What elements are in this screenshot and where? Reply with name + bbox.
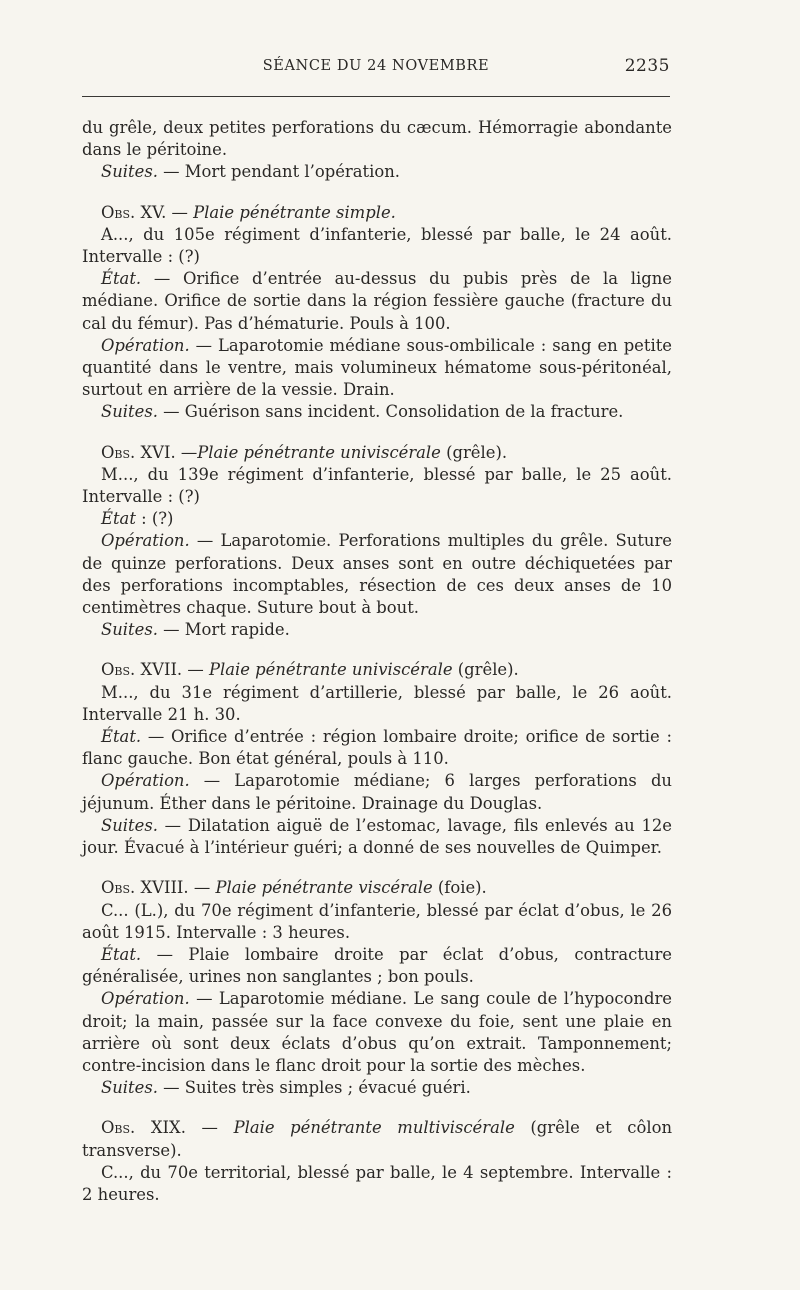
obs16-suites xyxy=(82,619,672,641)
heading-dash: — xyxy=(188,878,216,898)
obs15-heading xyxy=(82,202,672,224)
obs-title-suffix: (grêle et côlon transverse). xyxy=(82,1118,673,1160)
obs16-patient: M..., du 139e régiment d’infanterie, blessé par balle, le 25 août. Intervalle : (?) xyxy=(82,464,672,507)
obs-label: Obs. XIX. xyxy=(101,1118,186,1138)
obs-label: Obs. XV. xyxy=(101,202,167,222)
obs17-operation xyxy=(82,770,672,814)
etat-text: — Orifice d’entrée : région lombaire droite; orifice de sortie : flanc gauche. Bon état général, pouls à 110. xyxy=(82,727,672,769)
running-title: SÉANCE DU 24 NOVEMBRE xyxy=(262,58,490,74)
suites-label: Suites. xyxy=(101,1078,158,1098)
obs15-patient: A..., du 105e régiment d’infanterie, blessé par balle, le 24 août. Intervalle : (?) xyxy=(82,224,672,267)
obs-title: Plaie pénétrante multiviscérale xyxy=(233,1118,515,1138)
suites-label: Suites. xyxy=(101,162,158,182)
obs-title-suffix: (grêle). xyxy=(440,442,508,462)
suites-text: — Guérison sans incident. Consolidation de la fracture. xyxy=(157,402,624,422)
page-number: 2235 xyxy=(624,56,670,76)
obs14-continuation: du grêle, deux petites perforations du cæcum. Hémorragie abondante dans le péritoine. xyxy=(82,118,672,160)
heading-dash: — xyxy=(175,442,198,462)
operation-label: Opération. xyxy=(101,531,190,551)
obs17-heading xyxy=(82,659,672,681)
obs15-etat xyxy=(82,268,672,335)
etat-label: État. xyxy=(101,269,142,289)
operation-label: Opération. xyxy=(101,335,190,355)
etat-label: État. xyxy=(101,727,142,747)
obs17-patient: M..., du 31e régiment d’artillerie, blessé par balle, le 26 août. Intervalle 21 h. 30. xyxy=(82,682,672,724)
obs18-etat xyxy=(82,944,672,988)
suites-text: — Mort rapide. xyxy=(157,620,290,640)
obs14-suites xyxy=(82,161,672,183)
operation-label: Opération. xyxy=(101,771,190,791)
suites-text: — Suites très simples ; évacué guéri. xyxy=(157,1078,471,1098)
obs-title-suffix: (foie). xyxy=(432,878,487,898)
obs17-etat xyxy=(82,726,672,770)
suites-text: — Dilatation aiguë de l’estomac, lavage, fils enlevés au 12e jour. Évacué à l’intérieur guéri; a donné de ses nouvelles de Quimper. xyxy=(82,815,672,858)
suites-label: Suites. xyxy=(101,815,158,835)
operation-text: — Laparotomie médiane; 6 larges perforations du jéjunum. Éther dans le péritoine. Drainage du Douglas. xyxy=(82,771,672,813)
heading-dash: — xyxy=(182,660,209,680)
etat-label: État. xyxy=(101,944,142,964)
obs18-heading xyxy=(82,877,672,899)
obs18-patient: C... (L.), du 70e régiment d’infanterie, blessé par éclat d’obus, le 26 août 1915. Intervalle : 3 heures. xyxy=(82,900,672,942)
obs-title: Plaie pénétrante viscérale xyxy=(215,878,433,898)
obs-label: Obs. XVI. xyxy=(101,442,176,462)
obs18-suites xyxy=(82,1077,672,1099)
etat-text: — Orifice d’entrée au-dessus du pubis près de la ligne médiane. Orifice de sortie dans la région fessière gauche (fracture du cal du fémur). Pas d’hématurie. Pouls à 100. xyxy=(82,269,672,333)
etat-label: État xyxy=(101,509,136,529)
obs15-operation xyxy=(82,335,672,402)
etat-text: — Plaie lombaire droite par éclat d’obus, contracture généralisée, urines non sanglantes ; bon pouls. xyxy=(82,944,672,987)
obs18-operation xyxy=(82,988,672,1077)
obs16-operation xyxy=(82,530,672,619)
heading-dash: — xyxy=(166,202,194,222)
suites-text: — Mort pendant l’opération. xyxy=(157,162,400,182)
suites-label: Suites. xyxy=(101,620,158,640)
obs16-heading xyxy=(82,442,672,464)
operation-text: — Laparotomie. Perforations multiples du grêle. Suture de quinze perforations. Deux anses sont en outre déchiquetées par des perforations incomptables, résection de ces deux anses de 10 centimètres chaque. Suture bout à bout. xyxy=(82,531,672,618)
page-body xyxy=(82,117,672,1206)
obs19-patient: C..., du 70e territorial, blessé par balle, le 4 septembre. Intervalle : 2 heures. xyxy=(82,1162,672,1204)
running-header xyxy=(82,58,670,84)
suites-label: Suites. xyxy=(101,402,158,422)
obs19-heading xyxy=(82,1117,672,1161)
obs-label: Obs. XVII. xyxy=(101,660,183,680)
operation-label: Opération. xyxy=(101,989,190,1009)
operation-text: — Laparotomie médiane. Le sang coule de l’hypocondre droit; la main, passée sur la face convexe du foie, sent une plaie en arrière où sont deux éclats d’obus qu’on extrait. Tamponnement; contre-incision dans le flanc droit pour la sortie des mèches. xyxy=(82,989,672,1075)
operation-text: — Laparotomie médiane sous-ombilicale : sang en petite quantité dans le ventre, mais volumineux hématome sous-péritonéal, surtout en arrière de la vessie. Drain. xyxy=(82,335,672,400)
obs-label: Obs. XVIII. xyxy=(101,878,189,898)
obs15-suites xyxy=(82,401,672,423)
obs-title: Plaie pénétrante univiscérale xyxy=(208,660,453,680)
header-rule xyxy=(82,96,670,97)
obs16-etat xyxy=(82,508,672,530)
obs-title: Plaie pénétrante simple. xyxy=(193,202,396,222)
etat-text: : (?) xyxy=(135,509,174,529)
obs17-suites xyxy=(82,815,672,859)
obs-title: Plaie pénétrante univiscérale xyxy=(197,442,441,462)
obs-title-suffix: (grêle). xyxy=(452,660,519,680)
heading-dash: — xyxy=(185,1118,234,1138)
